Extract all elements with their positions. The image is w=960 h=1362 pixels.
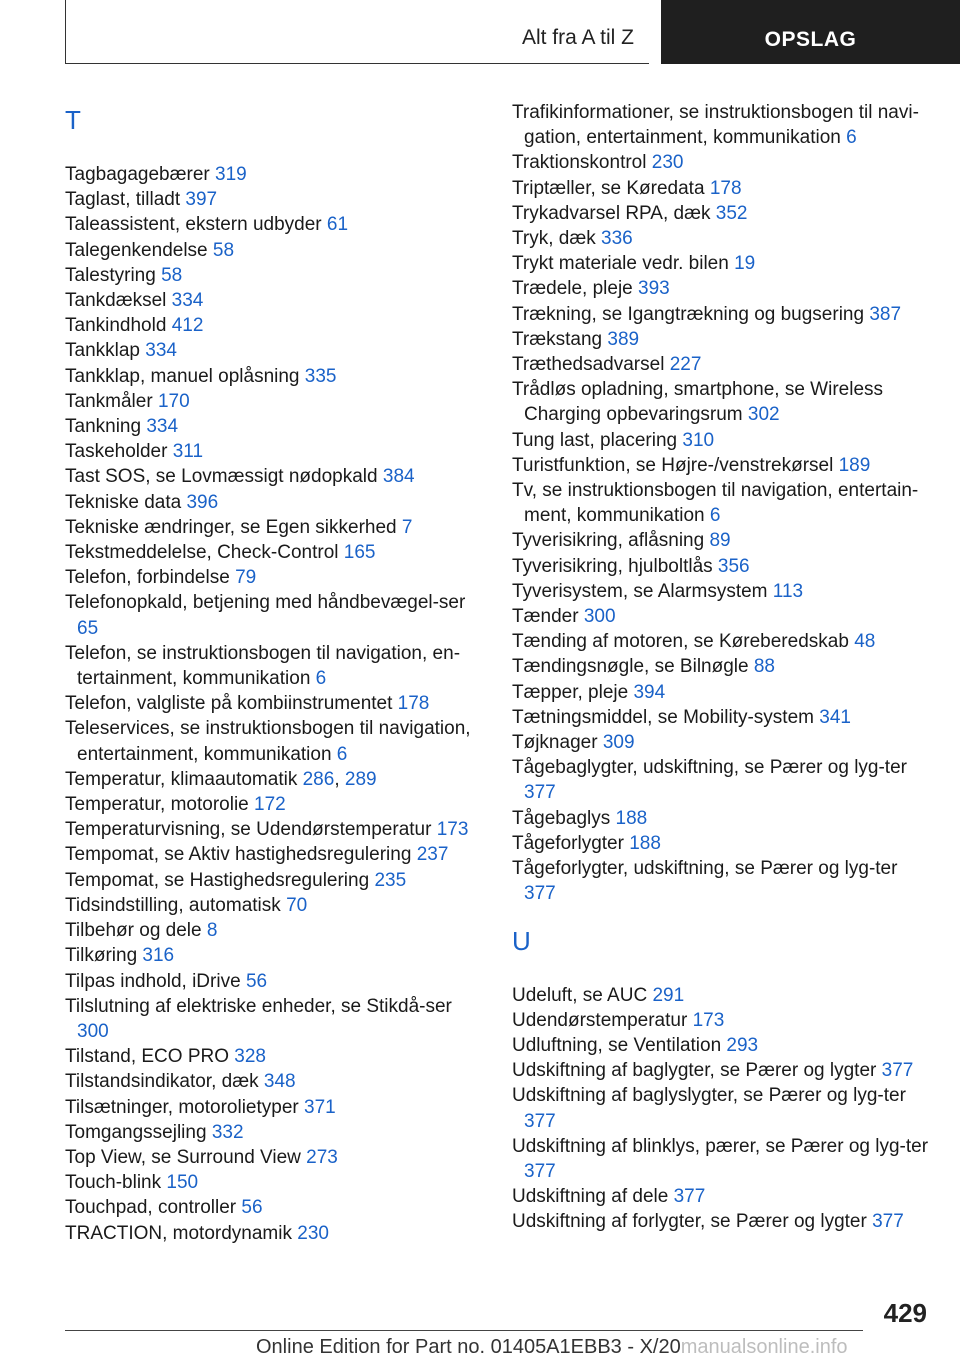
index-entry — [65, 943, 485, 968]
index-entry — [65, 187, 485, 212]
entry-term: Tågebaglygter, udskiftning, se Pærer og lyg-ter — [512, 757, 907, 779]
entry-term: Talestyring — [65, 264, 156, 286]
entry-term: Udskiftning af forlygter, se Pærer og lygter — [512, 1211, 867, 1233]
page-link[interactable]: 328 — [234, 1046, 266, 1068]
index-entry — [65, 212, 485, 237]
index-entry — [65, 590, 485, 640]
page-link[interactable]: 56 — [245, 970, 268, 992]
index-entry — [65, 691, 485, 716]
index-entry — [512, 276, 932, 301]
entry-term: Tænding af motoren, se Køreberedskab — [512, 631, 849, 653]
index-entry — [65, 842, 485, 867]
page-link[interactable]: 311 — [172, 441, 204, 463]
page-link[interactable]: 88 — [753, 656, 775, 678]
index-entry — [512, 680, 932, 705]
page-link[interactable]: 8 — [206, 920, 218, 942]
index-entry — [65, 162, 485, 187]
page-link[interactable]: 235 — [374, 869, 407, 891]
index-entry — [65, 1145, 485, 1170]
index-entry — [65, 641, 485, 691]
entry-term: Triptæller, se Køredata — [512, 177, 705, 199]
page-link[interactable]: 230 — [297, 1222, 329, 1244]
index-entry — [65, 893, 485, 918]
index-entry — [65, 1195, 485, 1220]
index-entry — [512, 176, 932, 201]
page-link[interactable]: 56 — [241, 1197, 263, 1219]
index-entry — [512, 226, 932, 251]
page-link[interactable]: 356 — [717, 555, 750, 577]
entry-term: Teleservices, se instruktionsbogen til navigation, entertainment, kommunikation — [65, 718, 471, 765]
page-link[interactable]: 113 — [772, 580, 804, 602]
page-link[interactable]: 291 — [652, 984, 685, 1006]
entry-term: Tankklap, manuel oplåsning — [65, 365, 300, 387]
entry-term: Tryk, dæk — [512, 228, 596, 250]
page-link[interactable]: 334 — [145, 340, 177, 362]
index-entry — [65, 994, 485, 1044]
page-link[interactable]: 172 — [254, 794, 286, 816]
index-entry — [65, 1221, 485, 1246]
index-entry — [65, 1044, 485, 1069]
page-link[interactable]: 348 — [263, 1071, 296, 1093]
entry-term: Turistfunktion, se Højre-/venstrekørsel — [512, 454, 834, 476]
page-link[interactable]: 389 — [607, 328, 640, 350]
page-header — [0, 0, 960, 66]
page-link[interactable]: 384 — [382, 466, 415, 488]
page-link[interactable]: 377 — [673, 1186, 706, 1208]
page-link[interactable]: 79 — [235, 567, 257, 589]
entry-term: Telefon, se instruktionsbogen til navigation, en-tertainment, kommunikation — [65, 642, 461, 690]
entry-term: Udendørstemperatur — [512, 1009, 688, 1031]
entry-term: Tætningsmiddel, se Mobility-system — [512, 706, 814, 728]
index-entry — [65, 414, 485, 439]
index-entry — [65, 565, 485, 590]
page-link[interactable]: 6 — [315, 668, 327, 690]
page-link[interactable]: 293 — [726, 1034, 759, 1056]
index-letter-t: T — [65, 105, 81, 135]
page-link[interactable]: 48 — [854, 631, 876, 653]
page-link[interactable]: 188 — [615, 807, 648, 829]
section-label — [66, 0, 648, 63]
header-rule-bottom — [65, 63, 649, 64]
page-link[interactable]: 341 — [819, 706, 851, 728]
entry-term: Trafikinformationer, se instruktionsbogen til navi-gation, entertainment, kommunikation — [512, 102, 919, 149]
index-entry — [512, 755, 932, 805]
page-link[interactable]: 377 — [524, 1160, 556, 1182]
index-entry — [512, 352, 932, 377]
entry-term: Trækning, se Igangtrækning og bugsering — [512, 303, 865, 325]
entry-term: Tankdæksel — [65, 290, 167, 312]
entry-term: Tidsindstilling, automatisk — [65, 894, 281, 916]
page-link[interactable]: 70 — [286, 894, 308, 916]
entry-term: Trækstang — [512, 328, 603, 350]
index-entry — [65, 540, 485, 565]
index-entry — [512, 1083, 932, 1133]
page-link[interactable]: 6 — [336, 743, 348, 765]
page-link[interactable]: 377 — [524, 782, 556, 804]
entry-term: Udskiftning af dele — [512, 1186, 669, 1208]
entry-term: Trykt materiale vedr. bilen — [512, 253, 729, 275]
entry-term: Tågeforlygter — [512, 832, 624, 854]
entry-term: Talegenkendelse — [65, 239, 208, 261]
index-entry — [512, 453, 932, 478]
index-entry — [512, 1008, 932, 1033]
page-link[interactable]: 7 — [401, 516, 413, 538]
index-entry — [512, 604, 932, 629]
entry-term: Top View, se Surround View — [65, 1146, 301, 1168]
entry-term: TRACTION, motordynamik — [65, 1222, 292, 1244]
page-link[interactable]: 173 — [436, 819, 469, 841]
page-link[interactable]: 396 — [186, 491, 219, 513]
page-link[interactable]: 58 — [212, 239, 235, 261]
page-link[interactable]: 286 — [302, 768, 335, 790]
index-entry — [512, 150, 932, 175]
page-link[interactable]: 165 — [343, 542, 376, 564]
page-link[interactable]: 61 — [326, 214, 349, 236]
entry-term: Tempomat, se Hastighedsregulering — [65, 869, 370, 891]
entry-term: Tilkøring — [65, 945, 138, 967]
index-entry — [512, 1058, 932, 1083]
index-list-t-continued — [512, 100, 932, 907]
page-link[interactable]: 319 — [215, 164, 247, 185]
entry-term: Telefonopkald, betjening med håndbevægel-ser — [65, 592, 466, 614]
index-entry — [512, 806, 932, 831]
page-link[interactable]: 150 — [166, 1172, 199, 1194]
entry-term: Tyverisikring, aflåsning — [512, 530, 705, 552]
index-entry — [65, 716, 485, 766]
entry-term: Tomgangssejling — [65, 1121, 207, 1143]
entry-term: Taleassistent, ekstern udbyder — [65, 214, 322, 236]
page-link[interactable]: 309 — [602, 732, 635, 754]
index-entry — [65, 817, 485, 842]
entry-term: Tyverisikring, hjulboltlås — [512, 555, 713, 577]
entry-term: Telefon, valgliste på kombiinstrumentet — [65, 693, 393, 715]
index-entry — [512, 831, 932, 856]
index-entry — [65, 464, 485, 489]
entry-term: Udskiftning af blinklys, pærer, se Pærer og lyg-ter — [512, 1135, 929, 1157]
page-link[interactable]: 387 — [869, 303, 902, 325]
page-link[interactable]: 188 — [629, 832, 661, 854]
index-entry — [65, 969, 485, 994]
page-link[interactable]: 19 — [734, 253, 756, 275]
entry-term: Udeluft, se AUC — [512, 984, 648, 1006]
entry-term: Trådløs opladning, smartphone, se Wireless Charging opbevaringsrum — [512, 379, 884, 426]
section-title: Alt fra A til Z — [521, 26, 634, 49]
entry-term: Tempomat, se Aktiv hastighedsregulering — [65, 844, 412, 866]
entry-term: Tilstandsindikator, dæk — [65, 1071, 259, 1093]
entry-term: Trykadvarsel RPA, dæk — [512, 202, 711, 224]
index-entry — [65, 918, 485, 943]
page-link[interactable]: 173 — [692, 1009, 725, 1031]
page-link[interactable]: 352 — [715, 202, 748, 224]
entry-term: Tung last, placering — [512, 429, 678, 451]
page-link[interactable]: 334 — [171, 290, 204, 312]
index-entry — [512, 528, 932, 553]
index-entry — [512, 629, 932, 654]
index-entry — [65, 338, 485, 363]
chapter-tab-label: OPSLAG — [764, 28, 857, 51]
page-link[interactable]: 394 — [633, 681, 666, 703]
entry-term: Taglast, tilladt — [65, 189, 181, 211]
entry-term: Tast SOS, se Lovmæssigt nødopkald — [65, 466, 378, 488]
entry-term: Tankmåler — [65, 390, 153, 412]
entry-term: Traktionskontrol — [512, 152, 647, 174]
index-list-t — [65, 162, 485, 1246]
index-entry — [65, 439, 485, 464]
page-link[interactable]: 393 — [638, 278, 670, 300]
entry-term: Tilpas indhold, iDrive — [65, 970, 241, 992]
entry-term: Tilbehør og dele — [65, 920, 202, 942]
index-entry — [65, 1170, 485, 1195]
page-link[interactable]: 237 — [416, 844, 449, 866]
index-entry — [512, 1209, 932, 1234]
entry-term: Tøjknager — [512, 732, 598, 754]
entry-term: Tågebaglys — [512, 807, 611, 829]
entry-term: Tankklap — [65, 340, 140, 362]
index-entry — [65, 515, 485, 540]
footer-rule — [65, 1330, 863, 1331]
page-link[interactable]: 178 — [709, 177, 742, 199]
entry-term: Udskiftning af baglygter, se Pærer og lygter — [512, 1060, 877, 1082]
index-entry — [512, 201, 932, 226]
index-column-right — [512, 100, 932, 1235]
index-entry — [65, 1120, 485, 1145]
index-entry — [65, 1095, 485, 1120]
page-link[interactable]: 289 — [344, 768, 377, 790]
entry-term: Trædele, pleje — [512, 278, 633, 300]
page-link[interactable]: 336 — [601, 228, 633, 250]
index-entry — [65, 288, 485, 313]
index-entry — [512, 377, 932, 427]
entry-term: Udskiftning af baglyslygter, se Pærer og lyg-ter — [512, 1085, 906, 1107]
page-link[interactable]: 316 — [142, 945, 175, 967]
index-entry — [512, 100, 932, 150]
entry-term: Tyverisystem, se Alarmsystem — [512, 580, 768, 602]
index-entry — [512, 1033, 932, 1058]
index-entry — [512, 1184, 932, 1209]
page-link[interactable]: 300 — [77, 1020, 109, 1042]
edition-text: Online Edition for Part no. 01405A1EBB3 - X/20 — [256, 1336, 681, 1358]
entry-term: Tæpper, pleje — [512, 681, 629, 703]
index-entry — [65, 868, 485, 893]
index-entry — [65, 792, 485, 817]
page-link[interactable]: 397 — [185, 189, 218, 211]
entry-term: Tænder — [512, 606, 579, 628]
page-link[interactable]: 300 — [583, 606, 616, 628]
index-entry: Temperatur, klimaautomatik 286, 289 — [65, 768, 377, 790]
index-entry — [512, 478, 932, 528]
entry-term: Tilsætninger, motorolietyper — [65, 1096, 299, 1118]
footer-edition — [256, 1336, 848, 1359]
page-link[interactable]: 65 — [77, 617, 99, 639]
index-column-left — [65, 100, 485, 1246]
entry-term: Temperatur, motorolie — [65, 794, 249, 816]
entry-term: Touch-blink — [65, 1172, 162, 1194]
entry-term: Tankning — [65, 416, 142, 438]
page-link[interactable]: 302 — [747, 404, 780, 426]
watermark: manualsonline.info — [680, 1336, 848, 1358]
index-entry — [65, 263, 485, 288]
page-link[interactable]: 230 — [651, 152, 684, 174]
entry-term: Tekniske ændringer, se Egen sikkerhed — [65, 516, 397, 538]
page-link[interactable]: 377 — [881, 1060, 914, 1082]
entry-term: Telefon, forbindelse — [65, 567, 230, 589]
entry-term: Tekstmeddelelse, Check-Control — [65, 542, 339, 564]
index-entry — [65, 389, 485, 414]
entry-term: Tågeforlygter, udskiftning, se Pærer og lyg-ter — [512, 858, 898, 880]
page-link[interactable]: 310 — [682, 429, 715, 451]
entry-term: Tilslutning af elektriske enheder, se Stikdå-ser — [65, 995, 452, 1017]
page-link[interactable]: 334 — [146, 416, 179, 438]
page-link[interactable]: 377 — [524, 883, 556, 905]
index-entry — [65, 490, 485, 515]
index-entry — [65, 313, 485, 338]
page-link[interactable]: 377 — [872, 1211, 904, 1233]
chapter-tab[interactable] — [661, 0, 960, 64]
page-link[interactable]: 89 — [709, 530, 731, 552]
index-entry — [65, 364, 485, 389]
entry-term: Tagbagagebærer — [65, 164, 210, 185]
page-link[interactable]: 170 — [157, 390, 190, 412]
index-letter-u: U — [512, 925, 531, 956]
index-list-u — [512, 983, 932, 1235]
index-entry — [512, 327, 932, 352]
page-number: 429 — [883, 1298, 927, 1328]
page-link[interactable]: 58 — [161, 264, 183, 286]
index-entry — [512, 428, 932, 453]
page-link[interactable]: 332 — [211, 1121, 244, 1143]
entry-term: Udluftning, se Ventilation — [512, 1034, 722, 1056]
entry-term: Tekniske data — [65, 491, 182, 513]
index-entry — [512, 1134, 932, 1184]
index-entry — [512, 579, 932, 604]
index-entry — [512, 302, 932, 327]
page-link[interactable]: 189 — [838, 454, 871, 476]
page-link[interactable]: 412 — [171, 315, 204, 337]
index-entry — [512, 654, 932, 679]
index-entry — [512, 705, 932, 730]
entry-term: Temperaturvisning, se Udendørstemperatur — [65, 819, 432, 841]
index-entry — [512, 251, 932, 276]
entry-term: Træthedsadvarsel — [512, 354, 665, 376]
index-entry — [512, 856, 932, 906]
page-link[interactable]: 273 — [306, 1146, 338, 1168]
index-entry — [512, 983, 932, 1008]
page-link[interactable]: 227 — [669, 354, 702, 376]
page-link[interactable]: 377 — [524, 1110, 556, 1132]
index-entry — [512, 730, 932, 755]
page-link[interactable]: 178 — [397, 693, 430, 715]
entry-term: Tankindhold — [65, 315, 167, 337]
index-entry — [65, 1069, 485, 1094]
page-link[interactable]: 371 — [304, 1096, 336, 1118]
entry-term: Tilstand, ECO PRO — [65, 1046, 230, 1068]
entry-term: Tændingsnøgle, se Bilnøgle — [512, 656, 749, 678]
index-entry — [65, 238, 485, 263]
entry-term: Touchpad, controller — [65, 1197, 237, 1219]
entry-term: Tv, se instruktionsbogen til navigation, entertain-ment, kommunikation — [512, 480, 919, 527]
entry-term: Temperatur, klimaautomatik — [65, 768, 298, 790]
entry-term: Taskeholder — [65, 441, 168, 463]
page-link[interactable]: 335 — [304, 365, 337, 387]
index-entry — [512, 554, 932, 579]
page-link[interactable]: 6 — [846, 127, 857, 149]
page-link[interactable]: 6 — [709, 505, 721, 527]
